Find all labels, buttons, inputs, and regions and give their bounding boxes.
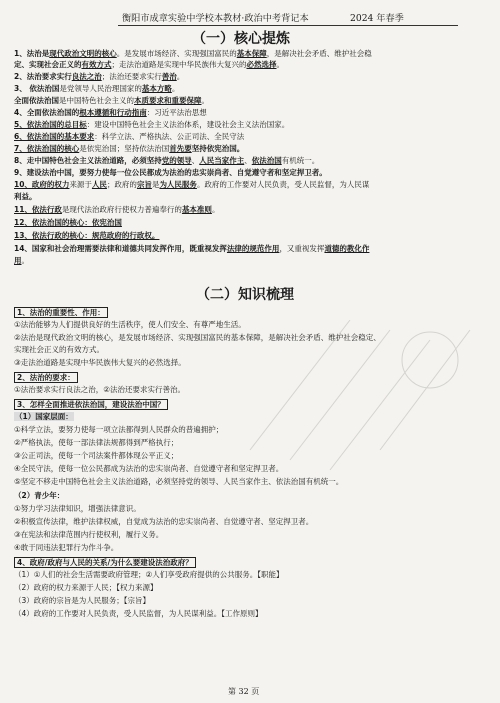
s2-q3-sub2-item: ②积极宣传法律，维护法律权威，自觉成为法治的忠实崇尚者、自觉遵守者、坚定捍卫者。 [14,517,314,526]
s2-q1-item: ①法治能够为人们提供良好的生活秩序，使人们安全、有尊严地生活。 [14,320,246,329]
page-number: 第 32 页 [228,687,260,696]
s2-q3-sub1-item: ④全民守法，使每一位公民都成为法治的忠实崇尚者、自觉遵守者和坚定捍卫者。 [14,464,284,473]
s1-line-15: 12、依法治国的核心：依宪治国 [14,218,122,227]
s2-q3-sub2-item: ④敢于同违法犯罪行为作斗争。 [14,543,119,552]
s1-line-8: 6、依法治国的基本要求：科学立法、严格执法、公正司法、全民守法 [14,132,245,141]
section2-title: （二）知识梳理 [196,287,294,303]
s1-line-13: 利益。 [14,192,37,201]
s1-line-11: 9、建设法治中国，要努力使每一位公民都成为法治的忠实崇尚者、自觉遵守者和坚定捍卫者。 [14,168,327,177]
s2-q1: 1、法治的重要性、作用： [14,307,490,318]
page-header [118,7,458,26]
header-term: 2024 年春季 [350,13,404,24]
s2-q4-item: （2）政府的权力来源于人民；【权力来源】 [14,583,158,592]
s1-line-12: 10、政府的权力来源于人民；政府的宗旨是为人民服务。政府的工作要对人民负责，受人民监督，为人民谋 [14,180,370,189]
s2-q4: 4、政府/政府与人民的关系/为什么要建设法治政府？ [14,557,490,568]
s1-line-16: 13、依法行政的核心：规范政府的行政权。 [14,231,160,240]
s2-q4-item: （4）政府的工作要对人民负责，受人民监督，为人民谋利益。【工作原则】 [14,609,263,618]
s1-line-6: 4、全面依法治国的根本遵循和行动指南：习近平法治思想 [14,108,207,117]
s2-q1-item: ③走法治道路是实现中华民族伟大复兴的必然选择。 [14,358,186,367]
s2-q2-item: ①法治要求实行良法之治，②法治还要求实行善治。 [14,385,185,394]
s2-q3-sub1-item: ①科学立法，要努力使每一项立法都得到人民群众的普遍拥护； [14,425,224,434]
s2-q1-item: 实现社会正义的有效方式。 [14,345,104,354]
s1-line-10: 8、走中国特色社会主义法治道路，必须坚持党的领导、人民当家作主、依法治国有机统一。 [14,156,320,165]
s1-line-3: 2、法治要求实行良法之治；法治还要求实行善治。 [14,72,185,81]
s2-q3-sub2-item: ③在宪法和法律范围内行使权利，履行义务。 [14,530,164,539]
s2-q3-sub1-item: ⑤坚定不移走中国特色社会主义法治道路，必须坚持党的领导、人民当家作主、依法治国有机统一。 [14,477,344,486]
s2-q4-item: （3）政府的宗旨是为人民服务；【宗旨】 [14,596,151,605]
s2-q1-item: ②法治是现代政治文明的核心，是发展市场经济、实现强国富民的基本保障，是解决社会矛盾、维护社会稳定、 [14,333,381,342]
s1-line-9: 7、依法治国的核心是依宪治国；坚持依法治国首先要坚持依宪治国。 [14,144,245,153]
s2-q2: 2、法治的要求： [14,372,490,383]
s2-q3-sub2: （2）青少年： [14,491,65,500]
s2-q3: 3、怎样全面推进依法治国，建设法治中国？ [14,399,490,410]
s1-line-4: 3、 依法治国是党领导人民治理国家的基本方略。 [14,84,180,93]
s2-q3-sub1-item: ③公正司法，使每一个司法案件都体现公平正义； [14,451,179,460]
section1-title: （一）核心提炼 [192,31,290,47]
s1-line-14: 11、依法行政是现代法治政府行使权力普遍奉行的基本准则。 [14,205,220,214]
s1-line-18: 用。 [14,256,29,265]
s1-line-7: 5、依法治国的总目标：建设中国特色社会主义法治体系，建设社会主义法治国家。 [14,120,290,129]
header-school: 衡阳市成章实验中学校本教材·政治中考背记本 [122,13,309,24]
s2-q3-sub1: （1）国家层面： [15,412,73,421]
s2-q4-item: （1）①人们的社会生活需要政府管理；②人们享受政府提供的公共服务。【职能】 [14,570,284,579]
s1-line-1: 1、法治是现代政治文明的核心。是发展市场经济、实现强国富民的基本保障，是解决社会矛盾、维护社会稳 [14,49,372,58]
s1-line-2: 定、实现社会正义的有效方式；走法治道路是实现中华民族伟大复兴的必然选择。 [14,60,284,69]
s1-line-17: 14、国家和社会治理需要法律和道德共同发挥作用，既重视发挥法律的规范作用，又重视发挥道德的教化作 [14,244,370,253]
s2-q3-sub1-item: ②严格执法，使每一部法律法规都得到严格执行； [14,438,179,447]
s1-line-5: 全面依法治国是中国特色社会主义的本质要求和重要保障。 [14,96,209,105]
s2-q3-sub2-item: ①努力学习法律知识，增强法律意识。 [14,504,141,513]
